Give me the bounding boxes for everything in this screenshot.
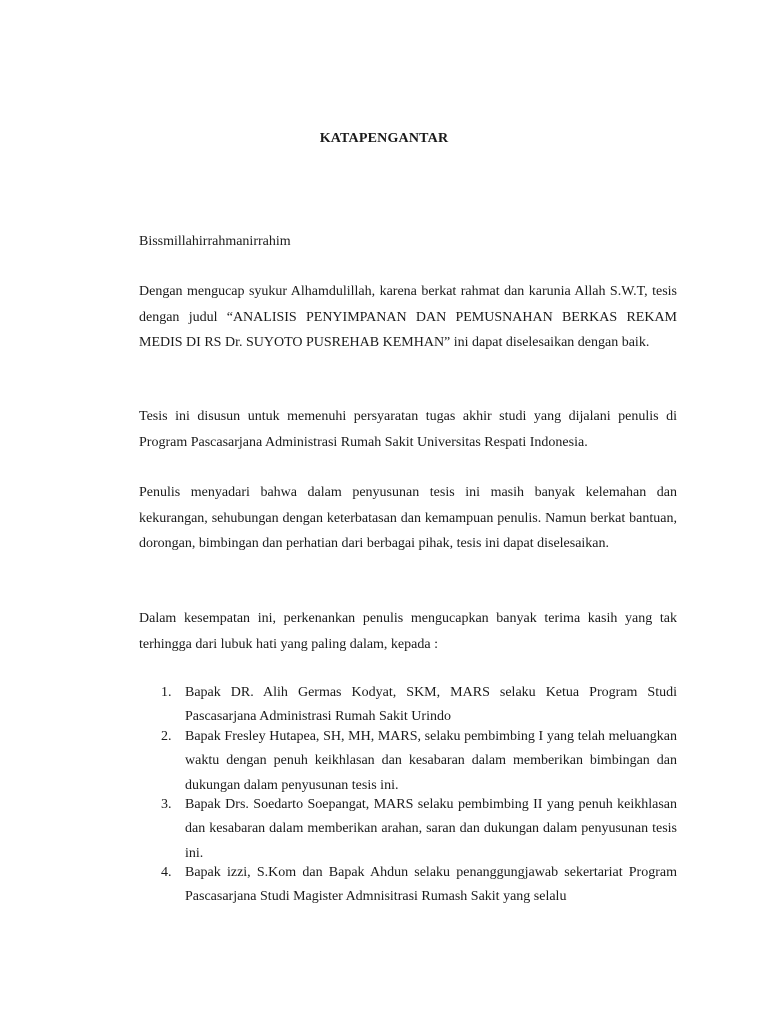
- paragraph-limitations: Penulis menyadari bahwa dalam penyusunan tesis ini masih banyak kelemahan dan kekurangan, sehubungan dengan keterbatasan dan kemampuan penulis. Namun berkat bantuan, dorongan, bimbingan dan perhatian dari berbagai pihak, tesis ini dapat diselesaikan.: [139, 485, 677, 552]
- list-item-text: Bapak izzi, S.Kom dan Bapak Ahdun selaku penanggungjawab sekertariat Program Pascasarjana Studi Magister Admnisitrasi Rumash Sakit yang selalu: [185, 865, 677, 905]
- list-item-number: 2.: [161, 729, 172, 744]
- list-item: [139, 793, 677, 861]
- page-title: KATAPENGANTAR: [319, 131, 449, 146]
- list-item-text: Bapak DR. Alih Germas Kodyat, SKM, MARS selaku Ketua Program Studi Pascasarjana Administrasi Rumah Sakit Urindo: [185, 685, 677, 725]
- paragraph-thanks: Dalam kesempatan ini, perkenankan penulis mengucapkan banyak terima kasih yang tak terhingga dari lubuk hati yang paling dalam, kepada :: [139, 611, 677, 652]
- list-item-text: Bapak Fresley Hutapea, SH, MH, MARS, selaku pembimbing I yang telah meluangkan waktu dengan penuh keikhlasan dan kesabaran dalam memberikan bimbingan dan dukungan dalam penyusunan tesis ini.: [185, 729, 677, 793]
- paragraph-purpose: Tesis ini disusun untuk memenuhi persyaratan tugas akhir studi yang dijalani penulis di Program Pascasarjana Administrasi Rumah Sakit Universitas Respati Indonesia.: [139, 409, 677, 450]
- list-item: [139, 725, 677, 793]
- list-item-number: 3.: [161, 797, 172, 812]
- acknowledgement-list: [139, 681, 677, 921]
- paragraph-intro: Dengan mengucap syukur Alhamdulillah, karena berkat rahmat dan karunia Allah S.W.T, tesis dengan judul “ANALISIS PENYIMPANAN DAN PEMUSNAHAN BERKAS REKAM MEDIS DI RS Dr. SUYOTO PUSREHAB KEMHAN” ini dapat diselesaikan dengan baik.: [139, 284, 677, 351]
- greeting-text: Bissmillahirrahmanirrahim: [139, 234, 291, 249]
- list-item-number: 1.: [161, 685, 172, 700]
- list-item: [139, 861, 677, 921]
- list-item: [139, 681, 677, 725]
- list-item-number: 4.: [161, 865, 172, 880]
- list-item-text: Bapak Drs. Soedarto Soepangat, MARS selaku pembimbing II yang penuh keikhlasan dan kesabaran dalam memberikan arahan, saran dan dukungan dalam penyusunan tesis ini.: [185, 797, 677, 861]
